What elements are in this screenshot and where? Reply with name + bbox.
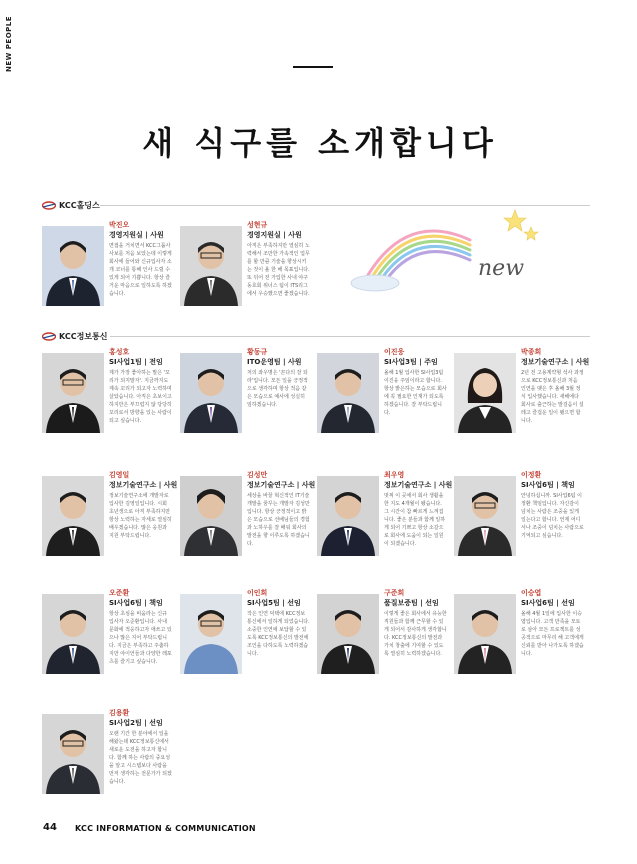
person-photo xyxy=(42,353,104,433)
person-intro: 아직은 부족하지만 열심히 노력해서 조만한 가속적인 업무를 할 만큼 기술을 향상시키는 것이 올 한 해 목표입니다. 또 뒤어 전 가입한 사내 야구동호회 위너스 팀이 ITS리그에서 우승했으면 좋겠습니다. xyxy=(247,243,310,297)
person-photo xyxy=(42,476,104,556)
person-role: SI사업1팀 | 전임 xyxy=(109,358,163,366)
person-photo xyxy=(180,476,242,556)
star-icon xyxy=(504,210,538,240)
person-intro: 안녕하십니까. SI사업6팀 이정환 책임입니다. 자신감이 넘치는 사람은 조중을 있게 일는다고 합니다. 언제 어디서나 조중이 넘치는 사람으로 기억되고 싶습니다. xyxy=(521,493,584,539)
divider xyxy=(100,205,590,206)
person-photo xyxy=(454,476,516,556)
person-role: 경영지원실 | 사원 xyxy=(109,231,164,239)
person-card xyxy=(454,588,592,698)
company-header-kcc-infocom xyxy=(42,331,108,342)
person-photo xyxy=(454,594,516,674)
person-card xyxy=(317,470,455,580)
section-label-text: NEW PEOPLE xyxy=(5,15,13,72)
divider xyxy=(110,336,590,337)
person-photo xyxy=(454,353,516,433)
person-role: SI사업6팀 | 책임 xyxy=(521,481,575,489)
person-card xyxy=(180,347,318,457)
person-name: 구준희 xyxy=(384,589,405,597)
person-name: 박종희 xyxy=(521,348,542,356)
person-photo xyxy=(180,226,242,306)
new-doodle-text: new xyxy=(478,256,525,281)
person-card xyxy=(317,347,455,457)
company-header-kcc-holdings xyxy=(42,200,100,211)
person-name: 이진웅 xyxy=(384,348,405,356)
person-role: 정보기술연구소 | 사원 xyxy=(247,481,316,489)
person-intro: 면접을 거치면서 KCC그룹사 사보를 처음 보았는데 이렇게 회사에 들어와 신규입사자 소개 코너를 통해 인사 드릴 수 있게 되어 기쁩니다. 항상 즐거운 마음으로 일하도록 하겠습니다. xyxy=(109,243,172,297)
person-name: 이승엽 xyxy=(521,589,542,597)
top-rule xyxy=(293,66,333,68)
person-intro: 올해 1월 입사한 SI사업3팀 이진웅 주임이라고 합니다. 항상 밝은하는 모습으로 회사에 꼭 필요한 인재가 되도록 하겠습니다. 잘 부탁드립니다. xyxy=(384,370,447,416)
person-card xyxy=(42,470,180,580)
page-number: 44 xyxy=(43,822,57,833)
person-intro: 제가 가장 좋아하는 말은 '꼬리가 되지말자'. 지금까지도 계속 꼬리가 되고자 노력하며 살았습니다. 아직은 초보이고 하지만은 부끄럽지 않 당당히 꼬리로서 방향을 있는 사람이 되고 싶습니다. xyxy=(109,370,172,424)
person-name: 김성만 xyxy=(247,471,268,479)
person-name: 성현규 xyxy=(247,221,268,229)
person-name: 박진오 xyxy=(109,221,130,229)
company-name: KCC홀딩스 xyxy=(59,201,100,210)
person-photo xyxy=(180,353,242,433)
person-photo xyxy=(317,476,379,556)
kcc-logo-icon xyxy=(42,332,56,341)
person-role: SI사업3팀 | 주임 xyxy=(384,358,438,366)
person-intro: 정보기술연구소에 개발자로 입사한 김영일입니다. 시회 초년생으로 아직 부족하지만 항상 노력하는 자세로 열심히 배우겠습니다. 많은 응원과 지원 부탁드립니다. xyxy=(109,493,172,539)
person-name: 김영일 xyxy=(109,471,130,479)
rainbow-illustration xyxy=(345,205,545,295)
person-intro: 항상 초심을 비움라는 신규 입사자 오준환입니다. 사내 문화에 적응하고자 애쓰고 있으나 많은 지어 부탁드립니다. 지금은 부족하고 주춤하지만 야이언들과 다양한 레포츠를 즐기고 싶습니다. xyxy=(109,611,172,665)
person-name: 이인희 xyxy=(247,589,268,597)
person-photo xyxy=(42,714,104,794)
person-card xyxy=(454,347,592,457)
person-name: 김용환 xyxy=(109,709,130,717)
person-photo xyxy=(42,594,104,674)
person-role: 경영지원실 | 사원 xyxy=(247,231,302,239)
person-card xyxy=(180,588,318,698)
person-card xyxy=(317,588,455,698)
person-role: 정보기술연구소 | 사원 xyxy=(109,481,178,489)
person-card xyxy=(42,588,180,698)
person-card xyxy=(180,220,318,330)
person-role: SI사업5팀 | 선임 xyxy=(247,599,301,607)
person-intro: 올해 4월 1일에 입사한 이승엽입니다. 고객 만족을 모토로 삼아 모든 프로젝트를 성공적으로 마무리 해 고객에게 신뢰를 받아 나가도록 하겠습니다. xyxy=(521,611,584,657)
person-card xyxy=(42,708,180,818)
person-role: 품질보증팀 | 선임 xyxy=(384,599,439,607)
person-role: SI사업6팀 | 선임 xyxy=(521,599,575,607)
page-title: 새 식구를 소개합니다 xyxy=(142,124,498,162)
person-photo xyxy=(317,594,379,674)
person-name: 이정환 xyxy=(521,471,542,479)
person-intro: 처의 좌우명은 '꼰다의 잘 되라'입니다. 모든 일을 긍정적으로 생각하며 항상 적음 같은 모습으로 예사에 성실히 임하겠습니다. xyxy=(247,370,308,408)
person-role: 정보기술연구소 | 사원 xyxy=(384,481,453,489)
person-card xyxy=(42,220,180,330)
person-role: ITO운영팀 | 사원 xyxy=(247,358,302,366)
company-name: KCC정보통신 xyxy=(59,332,108,341)
person-intro: 이렇게 좋은 회사에서 유능한 직원들과 함께 근무할 수 있게 되어서 감사하게 생각합니다. KCC정보통신의 발전과 가치 창출에 기여할 수 있도록 열심히 노력하겠습니다. xyxy=(384,611,447,657)
person-role: SI사업6팀 | 책임 xyxy=(109,599,163,607)
person-intro: 오랜 기간 한 분야에서 일을 해왔는데 KCC정보통신에서 새로운 도전을 하고자 합니다. 함께 하는 사람의 중요성을 알고 시스템보다 사람을 먼저 생각하는 전문가가 되겠습니다. xyxy=(109,731,172,785)
person-name: 오준환 xyxy=(109,589,130,597)
person-card xyxy=(454,470,592,580)
person-photo xyxy=(42,226,104,306)
person-name: 최우영 xyxy=(384,471,405,479)
person-role: 정보기술연구소 | 사원 xyxy=(521,358,590,366)
person-name: 홍성호 xyxy=(109,348,130,356)
person-intro: 작은 인연 덕택에 KCC정보통신에서 일하게 되었습니다. 소중한 인연에 보답할 수 있도록 KCC정보통신의 발전에 조인을 다하도록 노력하겠습니다. xyxy=(247,611,310,657)
person-card xyxy=(180,470,318,580)
person-role: SI사업2팀 | 선임 xyxy=(109,719,163,727)
person-intro: 세상을 바꿀 혁신적인 IT기술 개발을 꿈꾸는 개발자 김성만입니다. 항상 긍정적이고 밝은 모습으로 선배님들의 경험과 노하우를 잘 배워 회사의 발전을 향 이루도록 하겠습니다. xyxy=(247,493,310,547)
person-card xyxy=(42,347,180,457)
publication-name: KCC INFORMATION & COMMUNICATION xyxy=(75,824,256,833)
person-intro: 2년 전 고용계약형 석사 과정으로 KCC정보통신과 처음 인연을 맺은 후 올해 3월 정식 입사했습니다. 새해에다 회사로 출근하는 발걸음이 설레고 즐겁운 일이 됐으면 합니다. xyxy=(521,370,584,424)
person-intro: 멋찌 이 곳에서 회사 생활을 한 지도 4개월이 됐습니다. 그 시간이 참 빠르게 느껴집니다. 좋은 분들과 함께 일하게 되어 기쁘고 항상 소갈으로 회사에 도움이 되는 일원이 되겠습니다. xyxy=(384,493,446,547)
kcc-logo-icon xyxy=(42,201,56,210)
person-name: 황동규 xyxy=(247,348,268,356)
person-photo xyxy=(180,594,242,674)
person-photo xyxy=(317,353,379,433)
section-label xyxy=(3,15,15,80)
